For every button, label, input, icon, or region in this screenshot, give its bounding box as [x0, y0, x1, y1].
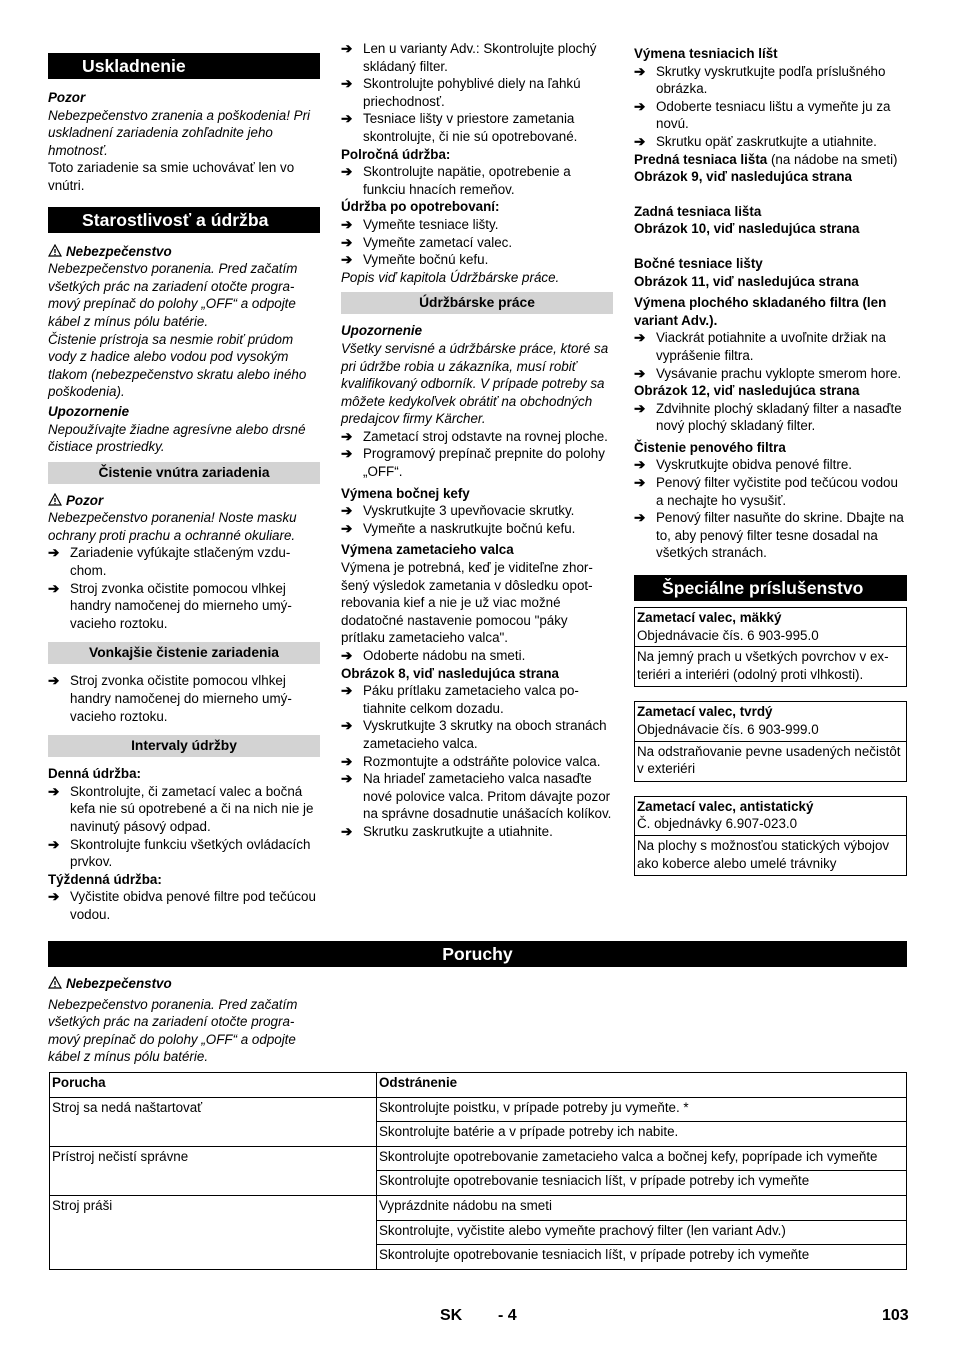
step-item — [634, 400, 907, 435]
tyzdenna-udrzba-label: Týždenná údržba: — [48, 871, 162, 887]
step-item — [634, 456, 907, 474]
arrow-icon: ➔ — [341, 648, 353, 663]
danger-label-3-text: Nebezpečenstvo — [66, 976, 172, 991]
step-text: Vymeňte tesniace lišty. — [363, 216, 499, 232]
accessory-number: Objednávacie čís. 6 903-995.0 — [637, 627, 819, 643]
predna-lista — [634, 151, 907, 169]
step-text: Viackrát potiahnite a uvoľnite držiak na vyprášenie filtra. — [656, 330, 886, 363]
step-item — [341, 770, 613, 823]
accessory-desc: Na plochy s možnosťou statických výbojov ako koberce alebo umelé trávniky — [637, 837, 890, 871]
section-title-starostlivost: Starostlivosť a údržba — [48, 207, 320, 233]
upozornenie-label: Upozornenie — [48, 403, 130, 419]
arrow-icon: ➔ — [341, 428, 353, 444]
step-text: Skontrolujte pohyblivé diely na ľahkú priechodnosť. — [363, 76, 581, 109]
table-row — [50, 1097, 907, 1122]
penovy-filter-title: Čistenie penového filtra — [634, 439, 786, 455]
step-text: Zametací stroj odstavte na rovnej ploche. — [363, 428, 608, 444]
danger-label-text: Nebezpečenstvo — [66, 243, 172, 259]
zametaci-valec-title: Výmena zametacieho valca — [341, 542, 514, 558]
fault-remedy: Skontrolujte, vyčistite alebo vymeňte prachový filter (len variant Adv.) — [377, 1220, 907, 1245]
arrow-icon: ➔ — [48, 836, 60, 852]
step-text: Tesniace lišty v priestore zametania skontrolujte, či nie sú opotrebované. — [363, 111, 578, 144]
pozor-label-2 — [48, 492, 320, 510]
arrow-icon: ➔ — [341, 503, 353, 519]
danger-label — [48, 243, 320, 261]
step-item — [634, 509, 907, 562]
warning-icon — [48, 244, 62, 257]
subsection-title-intervaly: Intervaly údržby — [48, 735, 320, 757]
footer-lang: SK — [440, 1307, 463, 1324]
step-item — [48, 580, 320, 633]
subsection-title-vonkajsie: Vonkajšie čistenie zariadenia — [48, 642, 320, 664]
predna-lista-rest: (na nádobe na smeti) — [767, 151, 898, 167]
arrow-icon: ➔ — [48, 783, 60, 799]
fault-remedy: Skontrolujte opotrebovanie tesniacich líšt, v prípade potreby ich vymeňte — [377, 1245, 907, 1270]
step-item — [341, 717, 613, 752]
arrow-icon: ➔ — [634, 400, 646, 416]
step-text: Vymeňte a naskrutkujte bočnú kefu. — [363, 520, 576, 536]
step-item — [634, 365, 907, 383]
step-text: Vysávanie prachu vyklopte smerom hore. — [656, 365, 902, 381]
fault-problem: Stroj práši — [50, 1195, 377, 1269]
accessory-desc: Na jemný prach u všetkých povrchov v exteriéri a interiéri (odolný proti vlhkosti). — [637, 649, 889, 682]
arrow-icon: ➔ — [341, 718, 353, 734]
danger-text-1: Nebezpečenstvo poranenia. Pred začatím všetkých prác na zariadení otočte programový prepínač do polohy „OFF“ a odpojte kábel z mínus pólu batérie. — [48, 261, 298, 329]
step-text: Vyskrutkujte 3 upevňovacie skrutky. — [363, 503, 575, 519]
step-item — [341, 428, 613, 446]
accessory-box — [634, 607, 907, 687]
ploch-filter-title: Výmena plochého skladaného filtra (len variant Adv.). — [634, 295, 887, 328]
arrow-icon: ➔ — [48, 545, 60, 561]
section-title-specialne: Špeciálne príslušenstvo — [634, 575, 907, 601]
accessory-header — [635, 797, 906, 836]
step-text: Odoberte tesniacu lištu a vymeňte ju za novú. — [656, 98, 891, 132]
step-item — [48, 544, 320, 579]
step-item — [341, 823, 613, 841]
obrazok-10: Obrázok 10, viď nasledujúca strana — [634, 221, 860, 237]
accessory-name: Zametací valec, antistatický — [637, 798, 814, 814]
step-item — [341, 163, 613, 198]
section-title-poruchy: Poruchy — [48, 941, 907, 967]
step-text: Zariadenie vyfúkajte stlačeným vzduchom. — [70, 545, 291, 579]
arrow-icon: ➔ — [634, 98, 646, 114]
polrocna-label: Polročná údržba: — [341, 146, 451, 162]
step-item — [341, 502, 613, 520]
step-item — [634, 474, 907, 509]
subsection-title-cistenie-vnutra: Čistenie vnútra zariadenia — [48, 462, 320, 484]
step-text: Stroj zvonka očistite pomocou vlhkej handry namočenej do mierneho umývacieho roztoku. — [70, 673, 292, 724]
pozor-text: Nebezpečenstvo zranenia a poškodenia! Pri uskladnení zariadenia zohľadnite jeho hmotnosť. — [48, 107, 311, 158]
arrow-icon: ➔ — [634, 475, 646, 491]
column-3 — [634, 45, 907, 876]
step-text: Stroj zvonka očistite pomocou vlhkej handry namočenej do mierneho umývacieho roztoku. — [70, 580, 292, 631]
arrow-icon: ➔ — [341, 164, 353, 180]
fault-problem: Stroj sa nedá naštartovať — [50, 1097, 377, 1146]
fault-problem: Prístroj nečistí správne — [50, 1146, 377, 1195]
arrow-icon: ➔ — [341, 252, 353, 268]
bocna-kefa-title: Výmena bočnej kefy — [341, 485, 470, 501]
arrow-icon: ➔ — [48, 673, 60, 689]
step-text: Skrutku zaskrutkujte a utiahnite. — [363, 823, 553, 839]
step-item — [634, 63, 907, 98]
arrow-icon: ➔ — [341, 683, 353, 699]
arrow-icon: ➔ — [341, 111, 353, 127]
tesniace-title: Výmena tesniacich líšt — [634, 46, 778, 61]
column-1 — [48, 53, 320, 924]
danger-label-3 — [48, 975, 320, 993]
step-item — [341, 75, 613, 110]
step-item — [48, 783, 320, 836]
po-opotrebovani-label: Údržba po opotrebovaní: — [341, 199, 500, 215]
arrow-icon: ➔ — [634, 365, 646, 381]
step-text: Vyčistite obidva penové filtre pod tečúcou vodou. — [70, 889, 316, 922]
step-item — [634, 329, 907, 364]
step-item — [341, 216, 613, 234]
obrazok-9: Obrázok 9, viď nasledujúca strana — [634, 169, 853, 185]
zadna-lista: Zadná tesniaca lišta — [634, 203, 762, 219]
step-text: Rozmontujte a odstráňte polovice valca. — [363, 753, 601, 769]
step-text: Odoberte nádobu na smeti. — [363, 648, 526, 663]
accessory-header — [635, 608, 906, 647]
accessory-name: Zametací valec, mäkký — [637, 610, 782, 626]
popis-text: Popis viď kapitola Údržbárske práce. — [341, 269, 560, 285]
arrow-icon: ➔ — [341, 234, 353, 250]
table-header-row — [50, 1073, 907, 1098]
footer-page: - 4 — [498, 1307, 517, 1324]
accessory-number: Objednávacie čís. 6 903-999.0 — [637, 722, 819, 737]
pozor-label: Pozor — [48, 90, 86, 105]
step-item — [48, 888, 320, 923]
table-row — [50, 1146, 907, 1171]
step-text: Vyskrutkujte obidva penové filtre. — [656, 457, 853, 473]
arrow-icon: ➔ — [48, 889, 60, 905]
danger-text-3: Nebezpečenstvo poranenia. Pred začatím všetkých prác na zariadení otočte programový prepínač do polohy „OFF“ a odpojte kábel z mínus pólu batérie. — [48, 996, 298, 1065]
denna-udrzba-label: Denná údržba: — [48, 766, 141, 782]
pozor-text-2: Nebezpečenstvo poranenia! Noste masku ochrany proti prachu a ochranné okuliare. — [48, 510, 297, 543]
arrow-icon: ➔ — [634, 330, 646, 346]
arrow-icon: ➔ — [341, 446, 353, 462]
arrow-icon: ➔ — [48, 580, 60, 596]
step-text: Páku prítlaku zametacieho valca potiahnite celkom dozadu. — [363, 683, 579, 716]
step-item — [341, 682, 613, 717]
accessory-box — [634, 701, 907, 781]
accessory-name: Zametací valec, tvrdý — [637, 704, 773, 720]
arrow-icon: ➔ — [634, 133, 646, 149]
footer-page-number: 103 — [882, 1307, 909, 1324]
arrow-icon: ➔ — [634, 510, 646, 526]
step-item — [341, 445, 613, 480]
danger-text-2: Čistenie prístroja sa nesmie robiť prúdom vody z hadice alebo vodou pod vysokým tlakom (nebezpečenstvo skratu alebo iného poškodenia). — [48, 331, 307, 400]
step-text: Penový filter vyčistite pod tečúcou vodou a nechajte ho vysušiť. — [656, 475, 898, 508]
arrow-icon: ➔ — [341, 753, 353, 769]
table-row — [50, 1195, 907, 1220]
accessory-desc: Na odstraňovanie pevne usadených nečistôt v exteriéri — [637, 743, 901, 777]
warning-icon — [48, 976, 62, 989]
step-item — [341, 234, 613, 252]
pozor-label-2-text: Pozor — [66, 492, 104, 508]
step-text: Programový prepínač prepnite do polohy „OFF“. — [363, 446, 605, 480]
step-text: Vymeňte bočnú kefu. — [363, 252, 489, 268]
accessory-header — [635, 702, 906, 741]
upozornenie-text: Nepoužívajte žiadne agresívne alebo drsné čistiace prostriedky. — [48, 421, 306, 455]
step-text: Penový filter nasuňte do skrine. Dbajte na to, aby penový filter tesne dosadal na všetkých stranách. — [656, 510, 904, 561]
column-2 — [341, 40, 613, 841]
obrazok-11: Obrázok 11, viď nasledujúca strana — [634, 273, 859, 289]
arrow-icon: ➔ — [634, 457, 646, 473]
step-item — [341, 40, 613, 75]
step-item — [341, 520, 613, 538]
step-item — [341, 110, 613, 145]
step-text: Len u varianty Adv.: Skontrolujte plochý skládaný filter. — [363, 41, 597, 74]
step-item — [341, 647, 613, 665]
step-item — [341, 251, 613, 269]
fault-remedy: Skontrolujte opotrebovanie tesniacich líšt, v prípade potreby ich vymeňte — [377, 1171, 907, 1196]
upozornenie-text-2: Všetky servisné a údržbárske práce, ktoré sa pri údržbe robia u zákazníka, musí robiť kvalifikovaný odborník. V prípade potreby sa môžete kedykoľvek obrátiť na obchodných predajcov firmy Kärcher. — [341, 340, 609, 427]
predna-lista-bold: Predná tesniaca lišta — [634, 151, 768, 167]
fault-remedy: Vyprázdnite nádobu na smeti — [377, 1195, 907, 1220]
step-item — [48, 836, 320, 871]
step-item — [634, 133, 907, 151]
arrow-icon: ➔ — [341, 76, 353, 92]
poruchy-danger-block — [48, 975, 320, 1066]
arrow-icon: ➔ — [341, 771, 353, 787]
arrow-icon: ➔ — [634, 63, 646, 79]
zametaci-valec-text: Výmena je potrebná, keď je viditeľne zhoršený výsledok zametania v dôsledku opotrebovania kief a nie je už viac možné dodatočné nastavenie pomocou "páky prítlaku zametacieho valca". — [341, 560, 593, 646]
step-text: Zdvihnite plochý skladaný filter a nasaďte nový plochý skladaný filter. — [656, 400, 902, 434]
step-text: Vymeňte zametací valec. — [363, 234, 513, 250]
fault-remedy: Skontrolujte opotrebovanie zametacieho valca a bočnej kefy, poprípade ich vymeňte — [377, 1146, 907, 1171]
step-item — [48, 672, 320, 725]
table-header-porucha: Porucha — [50, 1073, 377, 1098]
step-text: Vyskrutkujte 3 skrutky na oboch stranách zametacieho valca. — [363, 718, 607, 751]
subsection-title-udrzbarske: Údržbárske práce — [341, 292, 613, 314]
arrow-icon: ➔ — [341, 823, 353, 839]
arrow-icon: ➔ — [341, 520, 353, 536]
step-text: Skontrolujte, či zametací valec a bočná kefa nie sú opotrebené a či na nich nie je navinutý pásový odpad. — [70, 783, 314, 834]
warning-icon — [48, 493, 62, 506]
bocne-listy: Bočné tesniace lišty — [634, 255, 763, 271]
step-text: Skontrolujte funkciu všetkých ovládacích prvkov. — [70, 836, 311, 870]
step-item — [341, 753, 613, 771]
accessory-box — [634, 796, 907, 876]
obrazok-8: Obrázok 8, viď nasledujúca strana — [341, 665, 560, 681]
upozornenie-label-2: Upozornenie — [341, 323, 423, 339]
step-text: Skrutku opäť zaskrutkujte a utiahnite. — [656, 133, 877, 149]
fault-remedy: Skontrolujte batérie a v prípade potreby ich nabite. — [377, 1122, 907, 1147]
step-text: Skrutky vyskrutkujte podľa príslušného obrázka. — [656, 63, 886, 97]
table-header-odstranenie: Odstránenie — [377, 1073, 907, 1098]
storage-text: Toto zariadenie sa smie uchovávať len vo vnútri. — [48, 160, 295, 193]
faults-table — [49, 1072, 907, 1270]
step-item — [634, 98, 907, 133]
step-text: Skontrolujte napätie, opotrebenie a funkciu hnacích remeňov. — [363, 164, 571, 197]
obrazok-12: Obrázok 12, viď nasledujúca strana — [634, 383, 860, 399]
section-title-uskladnenie: Uskladnenie — [48, 53, 320, 79]
accessory-number: Č. objednávky 6.907-023.0 — [637, 816, 798, 832]
arrow-icon: ➔ — [341, 41, 353, 56]
fault-remedy: Skontrolujte poistku, v prípade potreby ju vymeňte. * — [377, 1097, 907, 1122]
step-text: Na hriadeľ zametacieho valca nasaďte nové polovice valca. Pritom dávajte pozor na správne dosadnutie unášacích kolíkov. — [363, 771, 612, 822]
arrow-icon: ➔ — [341, 216, 353, 232]
